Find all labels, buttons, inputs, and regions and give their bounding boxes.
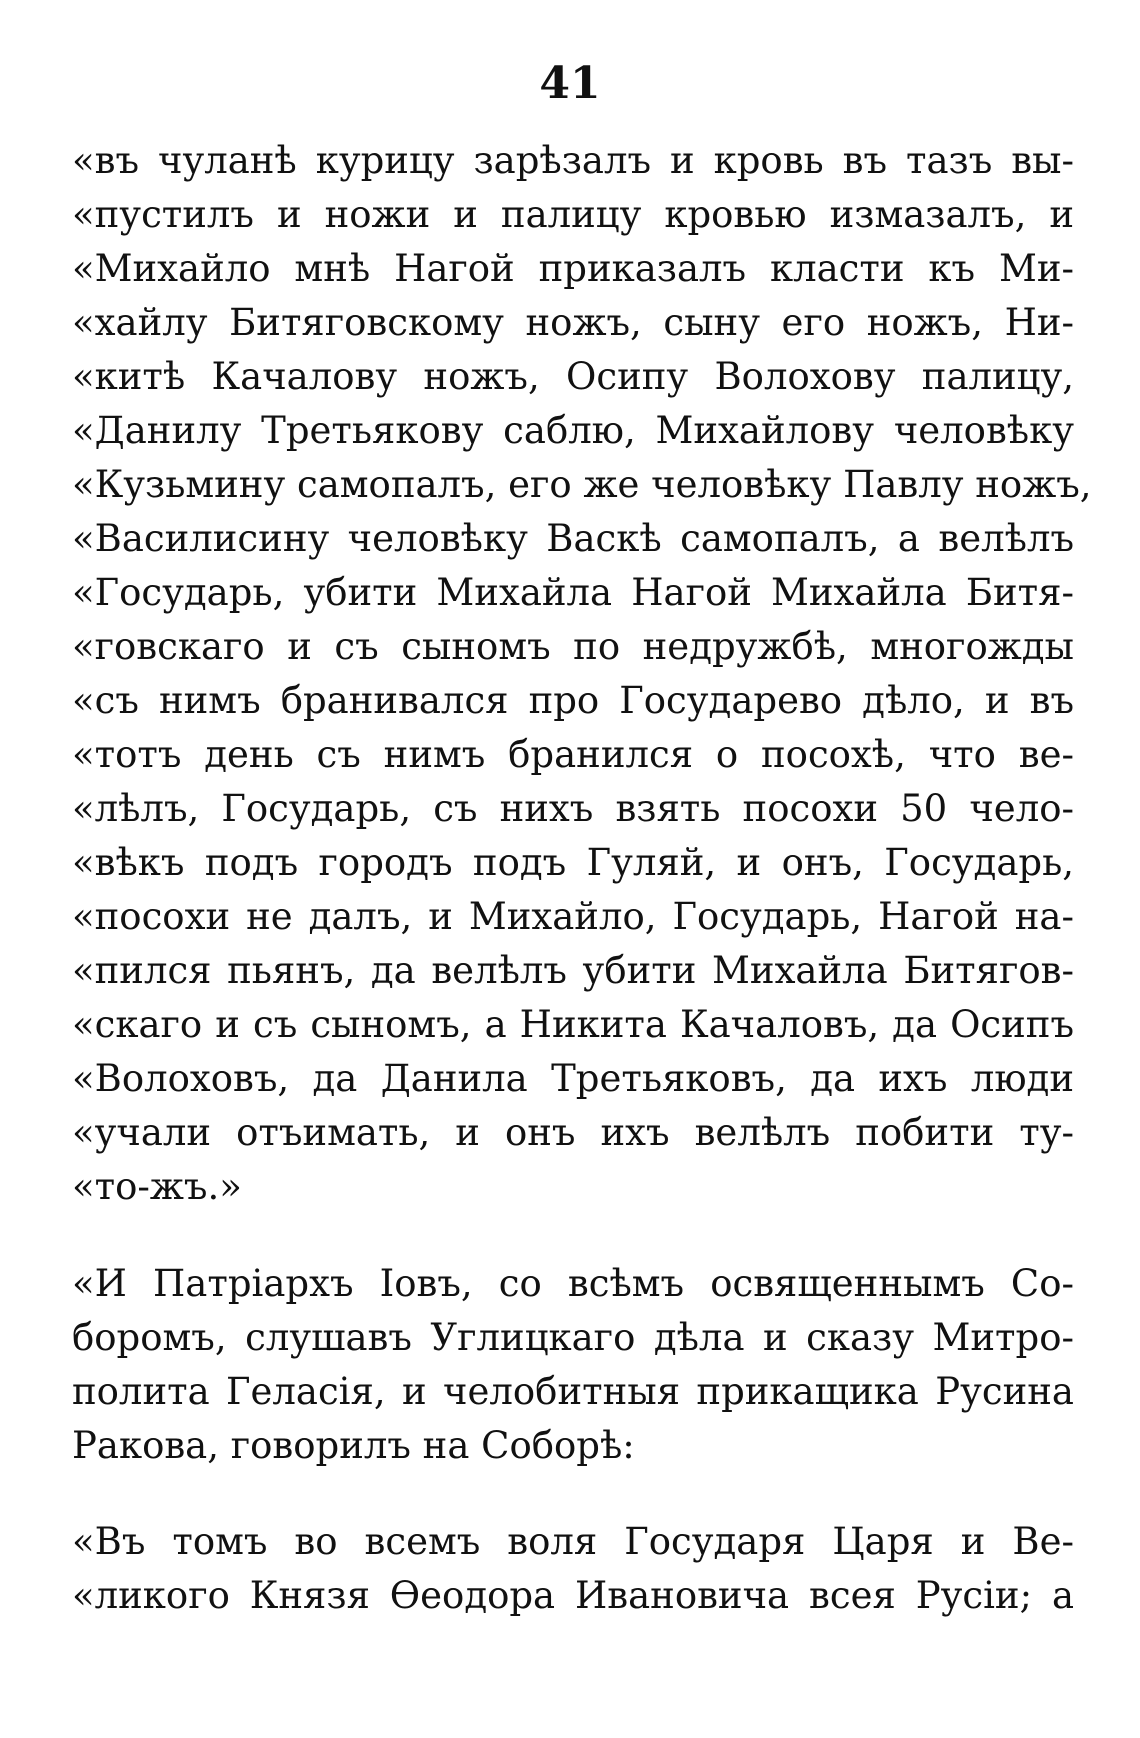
text-line: «И Патріархъ Іовъ, со всѣмъ освященнымъ Со- <box>72 1262 1074 1305</box>
text-line: «то-жъ.» <box>72 1165 242 1208</box>
text-line: «лѣлъ, Государь, съ нихъ взять посохи 50 чело- <box>72 787 1074 830</box>
text-line: полита Геласія, и челобитныя прикащика Русина <box>72 1370 1074 1413</box>
text-line: «Данилу Третьякову саблю, Михайлову человѣку <box>72 409 1074 452</box>
text-line: «скаго и съ сыномъ, а Никита Качаловъ, да Осипъ <box>72 1003 1074 1046</box>
text-line: «пился пьянъ, да велѣлъ убити Михайла Битягов- <box>72 949 1074 992</box>
text-line: «учали отъимать, и онъ ихъ велѣлъ побити ту- <box>72 1111 1074 1154</box>
paragraph-patriarch <box>72 1257 1074 1473</box>
text-line: «хайлу Битяговскому ножъ, сыну его ножъ, Ни- <box>72 301 1074 344</box>
text-line: «Кузьмину самопалъ, его же человѣку Павлу ножъ, <box>72 463 1092 506</box>
text-line: «тотъ день съ нимъ бранился о посохѣ, что ве- <box>72 733 1074 776</box>
text-line: «въ чуланѣ курицу зарѣзалъ и кровь въ тазъ вы- <box>72 139 1074 182</box>
text-line: «Государь, убити Михайла Нагой Михайла Битя- <box>72 571 1074 614</box>
text-line: «пустилъ и ножи и палицу кровью измазалъ, и <box>72 193 1074 236</box>
quoted-testimony <box>72 134 1092 1214</box>
text-line: «посохи не далъ, и Михайло, Государь, Нагой на- <box>72 895 1074 938</box>
text-line: «говскаго и съ сыномъ по недружбѣ, многожды <box>72 625 1074 668</box>
text-line: «Михайло мнѣ Нагой приказалъ класти къ Ми- <box>72 247 1074 290</box>
text-line: «вѣкъ подъ городъ подъ Гуляй, и онъ, Государь, <box>72 841 1074 884</box>
text-line: «съ нимъ бранивался про Государево дѣло, и въ <box>72 679 1074 722</box>
text-line: «Волоховъ, да Данила Третьяковъ, да ихъ люди <box>72 1057 1074 1100</box>
text-line: «Василисину человѣку Васкѣ самопалъ, а велѣлъ <box>72 517 1074 560</box>
text-line: «ликого Князя Ѳеодора Ивановича всея Русіи; а <box>72 1574 1074 1617</box>
page-number: 41 <box>539 58 601 109</box>
text-line: Ракова, говорилъ на Соборѣ: <box>72 1424 635 1467</box>
paragraph-verdict <box>72 1515 1074 1623</box>
text-line: боромъ, слушавъ Углицкаго дѣла и сказу Митро- <box>72 1316 1074 1359</box>
text-line: «китѣ Качалову ножъ, Осипу Волохову палицу, <box>72 355 1074 398</box>
text-line: «Въ томъ во всемъ воля Государя Царя и Ве- <box>72 1520 1074 1563</box>
